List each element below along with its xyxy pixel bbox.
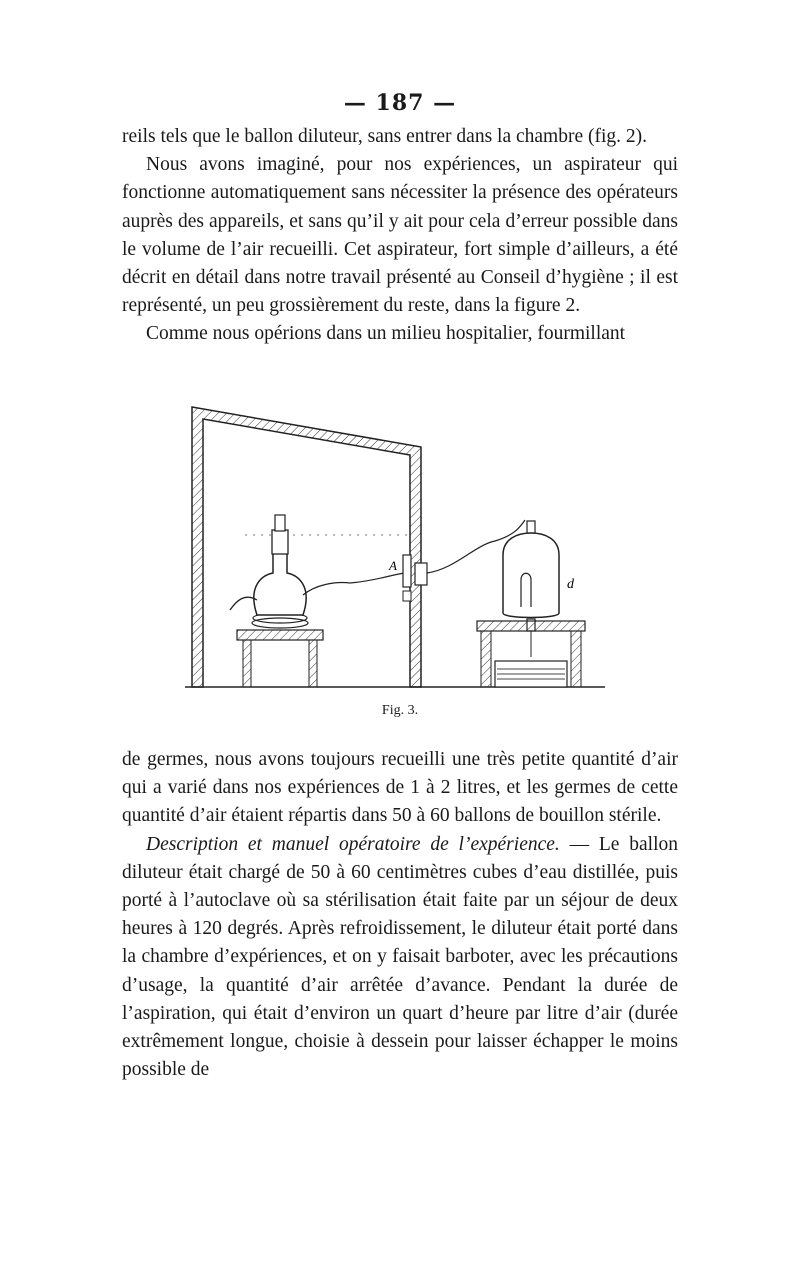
figure-caption: Fig. 3.: [381, 703, 419, 718]
label-a: A: [389, 558, 397, 573]
text-block-bottom: [122, 746, 678, 1084]
paragraph-description: [122, 831, 678, 1085]
paragraph-milieu: Comme nous opérions dans un milieu hospitalier, fourmillant: [146, 323, 626, 345]
air-tube-inner: [350, 573, 405, 583]
diluter-flask: [230, 515, 350, 628]
figure-apparatus: [185, 395, 615, 695]
apparatus-illustration: [185, 395, 615, 695]
paragraph-continuation: reils tels que le ballon diluteur, sans entrer dans la chambre (fig. 2).: [122, 126, 648, 147]
paragraph-aspirateur: Nous avons imaginé, pour nos expériences, un aspirateur qui fonctionne automatiquement sans nécessiter la présence des opérateurs auprès des appareils, et sans qu’il y ait pour cela d’erreur possible dans le volume de l’air recueilli. Cet aspirateur, fort simple d’ailleurs, a été décrit en détail dans notre travail présenté au Conseil d’hygiène ; il est représenté, un peu grossièrement du reste, dans la figure 2.: [122, 154, 678, 317]
section-heading: Description et manuel opératoire de l’expérience.: [146, 833, 560, 855]
page-number: — 187 —: [343, 90, 457, 116]
paragraph-germes: de germes, nous avons toujours recueilli une très petite quantité d’air qui a varié dans nos expériences de 1 à 2 litres, et les germes de cette quantité d’air étaient répartis dans 50 à 60 ballons de bouillon stérile.: [122, 749, 678, 827]
aspirator-bottle: [503, 521, 559, 631]
label-d: d: [567, 577, 574, 592]
inner-table: [237, 630, 323, 687]
section-text: — Le ballon diluteur était chargé de 50 à 60 centimètres cubes d’eau distillée, puis porté à l’autoclave où sa stérilisation était faite par un séjour de deux heures à 120 degrés. Après refroidissement, le diluteur était porté dans la chambre d’expériences, et on y faisait barboter, avec les précautions d’usage, la quantité d’air arrêtée d’avance. Pendant la durée de l’aspiration, qui était d’environ un quart d’heure par litre d’air (durée extrêmement longue, choisie à dessein pour laisser échapper le moins possible de: [122, 833, 679, 1081]
chamber-walls: [192, 407, 421, 687]
outer-stand: [477, 621, 585, 687]
text-block-top: [122, 123, 678, 349]
